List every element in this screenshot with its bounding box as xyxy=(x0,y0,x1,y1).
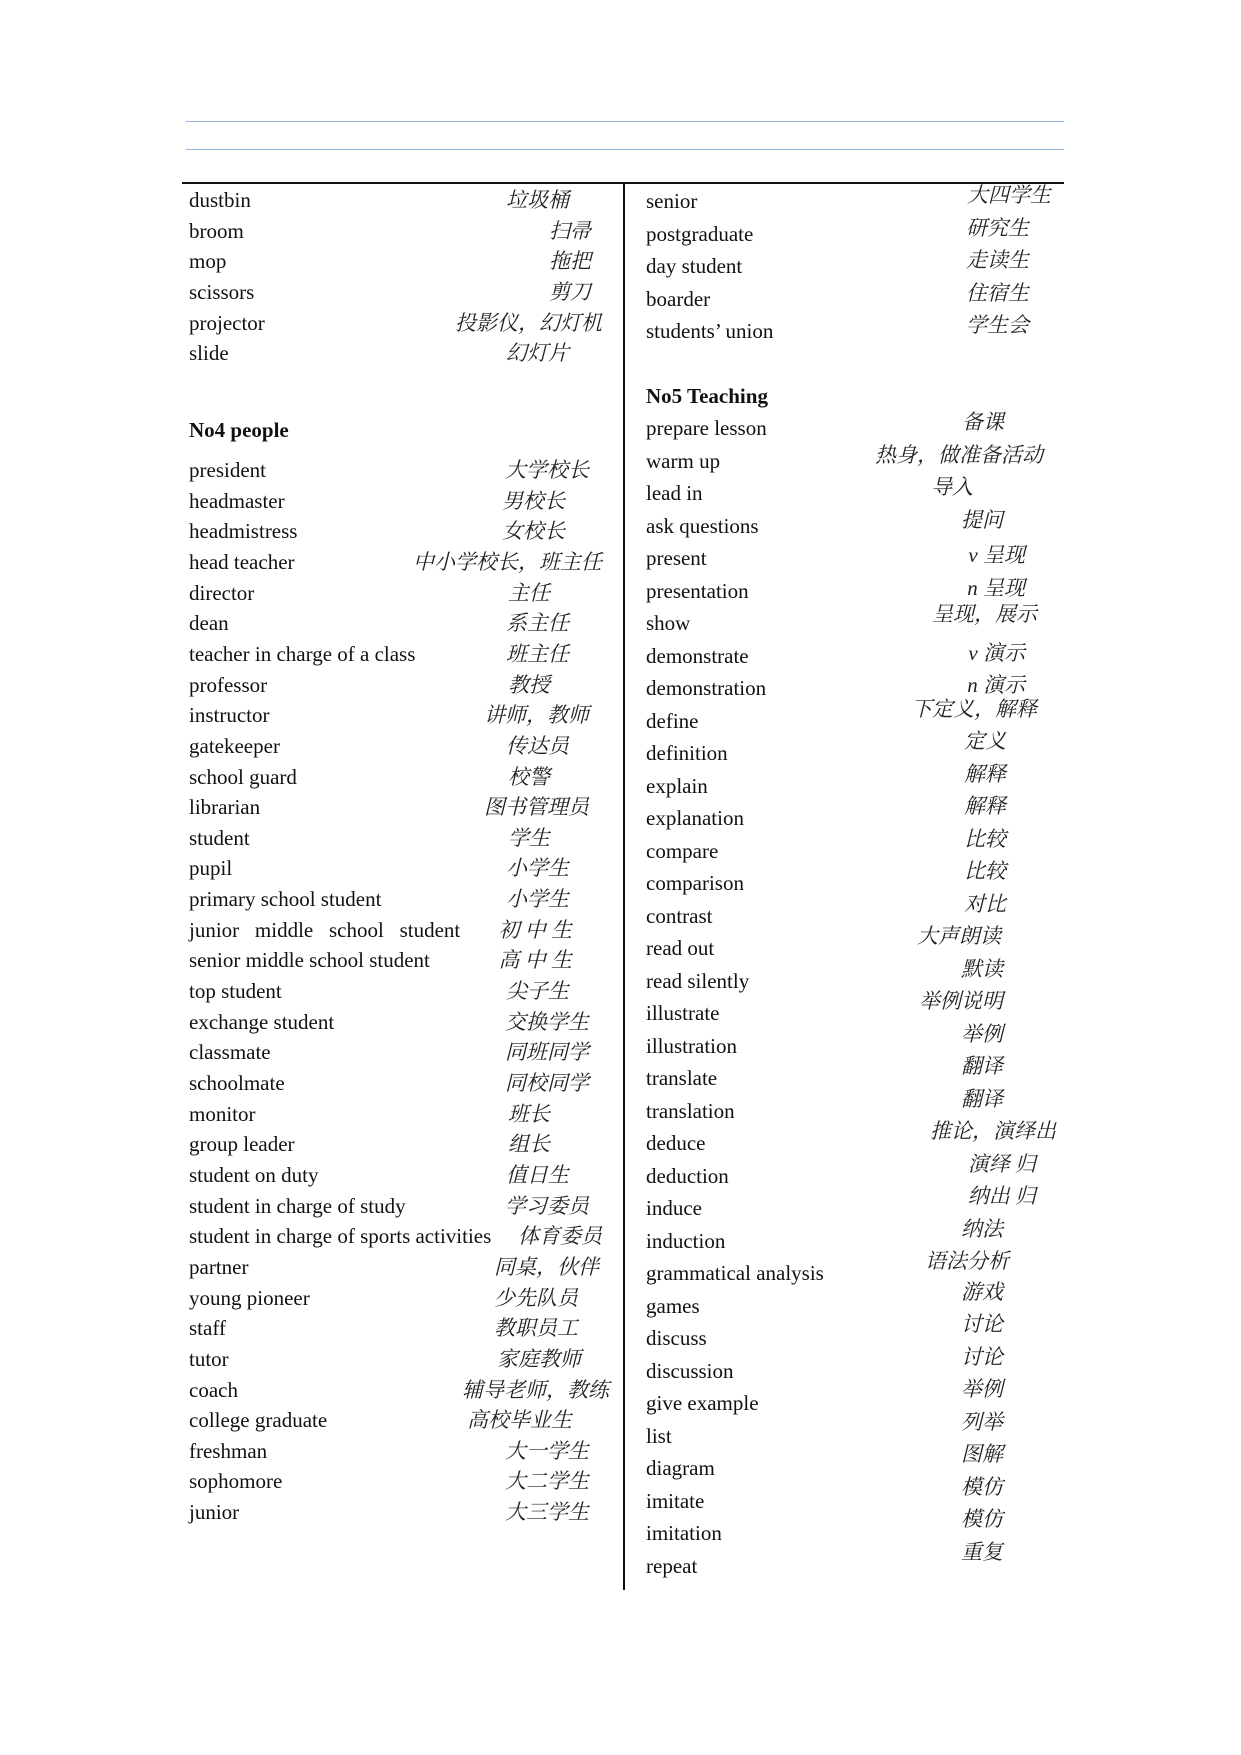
english-term: ask questions xyxy=(646,513,759,538)
chinese-translation: 班主任 xyxy=(506,641,569,666)
chinese-translation: 提问 xyxy=(961,507,1003,532)
chinese-translation: 热身，做准备活动 xyxy=(875,442,1043,467)
english-term: librarian xyxy=(189,795,261,820)
english-term: partner xyxy=(189,1254,249,1279)
english-term: mop xyxy=(189,249,227,274)
chinese-translation: 学生会 xyxy=(966,313,1029,337)
chinese-translation: 女校长 xyxy=(502,519,565,544)
english-term: discussion xyxy=(646,1358,734,1383)
chinese-translation: 下定义，解释 xyxy=(911,696,1037,721)
chinese-translation: 教职员工 xyxy=(494,1316,578,1341)
english-term: show xyxy=(646,611,691,635)
english-term: head teacher xyxy=(189,549,295,574)
english-term: prepare lesson xyxy=(646,416,767,440)
chinese-translation: 高校毕业生 xyxy=(467,1408,572,1433)
chinese-translation: 大四学生 xyxy=(967,183,1051,207)
chinese-translation: 幻灯片 xyxy=(506,341,569,366)
english-term: discuss xyxy=(646,1326,707,1350)
english-term: junior middle school student xyxy=(189,917,461,942)
english-term: headmaster xyxy=(189,488,285,513)
chinese-translation: 讲师，教师 xyxy=(484,703,589,728)
section-heading: No5 Teaching xyxy=(646,384,768,408)
chinese-translation: 辅导老师，教练 xyxy=(462,1377,609,1402)
chinese-translation: 列举 xyxy=(961,1409,1003,1434)
chinese-translation: 传达员 xyxy=(506,733,569,758)
english-term: demonstration xyxy=(646,676,767,700)
chinese-translation: 纳法 xyxy=(961,1216,1003,1241)
chinese-translation: 重复 xyxy=(961,1539,1003,1564)
chinese-translation: 男校长 xyxy=(502,488,565,513)
chinese-translation: 同校同学 xyxy=(505,1071,589,1095)
english-term: present xyxy=(646,546,707,570)
chinese-translation: 拖把 xyxy=(549,249,591,274)
english-term: contrast xyxy=(646,903,713,928)
chinese-translation: 解释 xyxy=(964,761,1006,786)
english-term: tutor xyxy=(189,1346,229,1371)
english-term: induction xyxy=(646,1228,726,1253)
english-term: boarder xyxy=(646,286,711,311)
english-term: pupil xyxy=(189,856,233,881)
chinese-translation: 住宿生 xyxy=(966,280,1029,305)
header-rule-1 xyxy=(186,121,1064,122)
chinese-translation: 学习委员 xyxy=(505,1193,589,1218)
english-term: scissors xyxy=(189,279,255,304)
english-term: professor xyxy=(189,672,268,697)
chinese-translation: v 呈现 xyxy=(968,543,1025,567)
english-term: slide xyxy=(189,341,229,366)
chinese-translation: 翻译 xyxy=(961,1086,1003,1111)
english-term: grammatical analysis xyxy=(646,1261,824,1285)
english-term: senior xyxy=(646,189,698,213)
english-term: student in charge of sports activities xyxy=(189,1224,492,1249)
english-term: instructor xyxy=(189,703,270,728)
english-term: group leader xyxy=(189,1132,295,1157)
english-term: school guard xyxy=(189,764,297,789)
chinese-translation: 大声朗读 xyxy=(917,924,1001,948)
chinese-translation: 举例 xyxy=(961,1377,1003,1401)
chinese-translation: v 演示 xyxy=(968,640,1025,665)
english-term: sophomore xyxy=(189,1469,283,1494)
english-term: list xyxy=(646,1423,672,1448)
english-term: freshman xyxy=(189,1438,268,1463)
chinese-translation: 值日生 xyxy=(506,1162,569,1187)
english-term: broom xyxy=(189,218,244,243)
english-term: warm up xyxy=(646,448,721,473)
chinese-translation: 图书管理员 xyxy=(484,795,589,820)
english-term: top student xyxy=(189,979,282,1004)
chinese-translation: 图解 xyxy=(961,1442,1003,1466)
chinese-translation: 模仿 xyxy=(961,1474,1003,1499)
english-term: read silently xyxy=(646,968,750,993)
chinese-translation: 系主任 xyxy=(506,611,569,636)
chinese-translation: 研究生 xyxy=(966,215,1029,240)
english-term: students’ union xyxy=(646,319,774,343)
english-term: projector xyxy=(189,310,265,335)
english-term: coach xyxy=(189,1377,238,1402)
english-term: young pioneer xyxy=(189,1285,310,1310)
english-term: dean xyxy=(189,611,229,636)
chinese-translation: 交换学生 xyxy=(505,1009,589,1034)
chinese-translation: 剪刀 xyxy=(549,279,591,304)
chinese-translation: 同桌，伙伴 xyxy=(494,1254,599,1279)
chinese-translation: 推论，演绎出 xyxy=(930,1119,1056,1143)
english-term: director xyxy=(189,580,255,605)
chinese-translation: 备课 xyxy=(962,410,1004,434)
chinese-translation: 家庭教师 xyxy=(497,1346,581,1371)
english-term: definition xyxy=(646,741,728,765)
english-term: college graduate xyxy=(189,1408,328,1433)
english-term: exchange student xyxy=(189,1009,335,1034)
english-term: illustration xyxy=(646,1033,737,1058)
chinese-translation: 走读生 xyxy=(966,248,1029,272)
english-term: illustrate xyxy=(646,1001,720,1025)
english-term: repeat xyxy=(646,1553,698,1578)
chinese-translation: 班长 xyxy=(508,1101,550,1126)
chinese-translation: 演绎 归 xyxy=(967,1151,1036,1176)
chinese-translation: 大三学生 xyxy=(505,1500,589,1525)
english-term: deduction xyxy=(646,1163,729,1188)
english-term: senior middle school student xyxy=(189,948,430,973)
english-term: demonstrate xyxy=(646,643,749,668)
english-term: imitation xyxy=(646,1521,722,1545)
english-term: diagram xyxy=(646,1456,715,1480)
english-term: define xyxy=(646,708,699,733)
english-term: classmate xyxy=(189,1040,271,1065)
chinese-translation: 呈现，展示 xyxy=(932,602,1037,626)
chinese-translation: 大一学生 xyxy=(505,1438,589,1463)
chinese-translation: 对比 xyxy=(964,891,1006,916)
chinese-translation: 同班同学 xyxy=(505,1040,589,1065)
english-term: student in charge of study xyxy=(189,1193,406,1218)
english-term: junior xyxy=(189,1500,240,1525)
column-divider xyxy=(623,182,625,1590)
english-term: translation xyxy=(646,1098,735,1123)
english-term: president xyxy=(189,458,266,482)
english-term: lead in xyxy=(646,481,703,505)
english-term: deduce xyxy=(646,1131,706,1155)
section-heading: No4 people xyxy=(189,418,289,442)
english-term: monitor xyxy=(189,1101,256,1126)
chinese-translation: 导入 xyxy=(931,475,973,499)
chinese-translation: 定义 xyxy=(964,729,1006,753)
chinese-translation: 比较 xyxy=(964,859,1006,883)
english-term: gatekeeper xyxy=(189,733,280,758)
english-term: staff xyxy=(189,1316,226,1341)
chinese-translation: 初 中 生 xyxy=(498,917,572,942)
chinese-translation: 教授 xyxy=(508,672,550,697)
english-term: headmistress xyxy=(189,519,298,544)
chinese-translation: 语法分析 xyxy=(925,1249,1009,1273)
chinese-translation: 大学校长 xyxy=(505,458,589,482)
chinese-translation: 中小学校长，班主任 xyxy=(413,549,602,574)
chinese-translation: 纳出 归 xyxy=(967,1184,1036,1208)
english-term: primary school student xyxy=(189,887,382,912)
chinese-translation: 组长 xyxy=(508,1132,550,1157)
english-term: teacher in charge of a class xyxy=(189,641,416,666)
chinese-translation: 少先队员 xyxy=(494,1285,578,1310)
english-term: presentation xyxy=(646,578,749,603)
chinese-translation: 大二学生 xyxy=(505,1469,589,1494)
chinese-translation: 投影仪，幻灯机 xyxy=(455,310,602,335)
english-term: explain xyxy=(646,773,708,798)
english-term: compare xyxy=(646,838,719,863)
english-term: give example xyxy=(646,1391,759,1415)
chinese-translation: n 呈现 xyxy=(967,575,1025,600)
chinese-translation: 比较 xyxy=(964,826,1006,851)
english-term: translate xyxy=(646,1066,718,1090)
chinese-translation: 校警 xyxy=(508,764,550,789)
english-term: day student xyxy=(646,254,743,278)
chinese-translation: n 演示 xyxy=(967,673,1025,697)
chinese-translation: 游戏 xyxy=(961,1279,1003,1304)
english-term: explanation xyxy=(646,806,744,830)
chinese-translation: 模仿 xyxy=(961,1507,1003,1531)
english-term: student xyxy=(189,825,250,850)
chinese-translation: 解释 xyxy=(964,794,1006,818)
chinese-translation: 举例说明 xyxy=(919,989,1003,1013)
chinese-translation: 扫帚 xyxy=(549,218,591,243)
chinese-translation: 默读 xyxy=(961,956,1003,981)
chinese-translation: 尖子生 xyxy=(506,979,569,1004)
chinese-translation: 垃圾桶 xyxy=(506,188,569,212)
chinese-translation: 体育委员 xyxy=(518,1224,602,1249)
chinese-translation: 学生 xyxy=(508,825,550,850)
chinese-translation: 讨论 xyxy=(961,1312,1003,1336)
english-term: induce xyxy=(646,1196,702,1220)
chinese-translation: 翻译 xyxy=(961,1054,1003,1078)
english-term: games xyxy=(646,1293,700,1318)
chinese-translation: 主任 xyxy=(508,580,550,605)
chinese-translation: 举例 xyxy=(961,1021,1003,1046)
english-term: dustbin xyxy=(189,188,251,212)
english-term: read out xyxy=(646,936,715,960)
chinese-translation: 小学生 xyxy=(506,887,569,912)
chinese-translation: 讨论 xyxy=(961,1344,1003,1369)
chinese-translation: 小学生 xyxy=(506,856,569,881)
english-term: schoolmate xyxy=(189,1071,285,1095)
english-term: student on duty xyxy=(189,1162,319,1187)
chinese-translation: 高 中 生 xyxy=(498,948,572,973)
english-term: comparison xyxy=(646,871,744,895)
english-term: imitate xyxy=(646,1488,705,1513)
english-term: postgraduate xyxy=(646,221,754,246)
header-rule-2 xyxy=(186,149,1064,150)
